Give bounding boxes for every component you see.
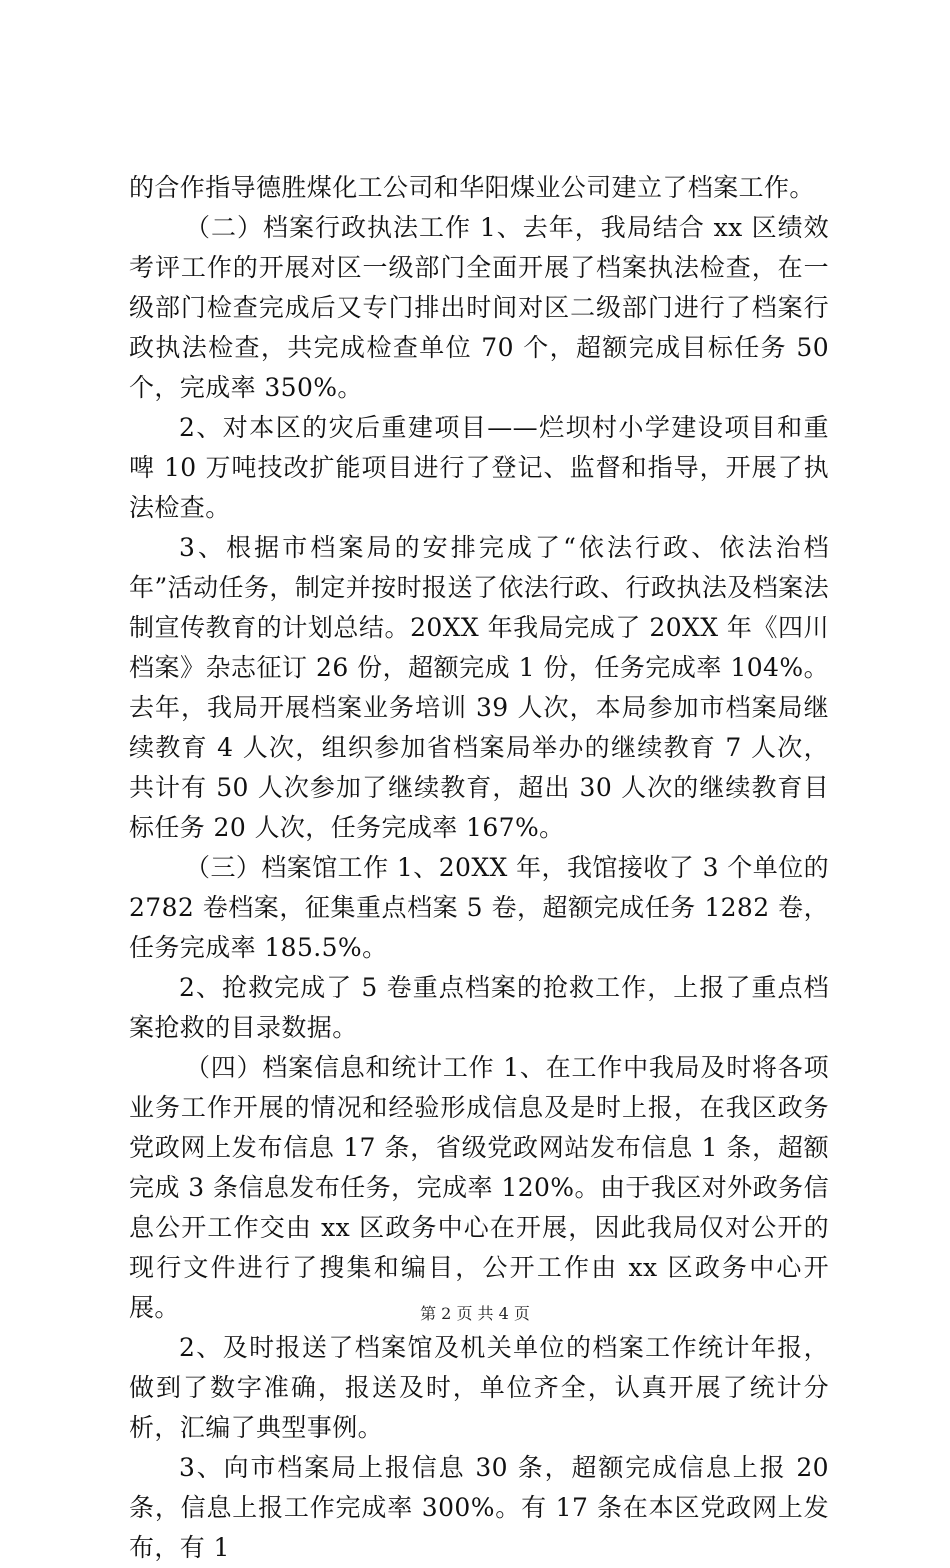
- document-body: [129, 168, 829, 1568]
- paragraph-item-3-info-report: 3、向市档案局上报信息 30 条，超额完成信息上报 20 条，信息上报工作完成率 300%。有 17 条在本区党政网上发布，有 1: [129, 1453, 829, 1562]
- paragraph-section-3-archive-hall: （三）档案馆工作 1、20XX 年，我馆接收了 3 个单位的 2782 卷档案，征集重点档案 5 卷，超额完成任务 1282 卷，任务完成率 185.5%。: [129, 853, 829, 962]
- paragraph-item-3-training: 3、根据市档案局的安排完成了“依法行政、依法治档年”活动任务，制定并按时报送了依法行政、行政执法及档案法制宣传教育的计划总结。20XX 年我局完成了 20XX 年《四川档案》杂志征订 26 份，超额完成 1 份，任务完成率 104%。去年，我局开展档案业务培训 39 人次，本局参加市档案局继续教育 4 人次，组织参加省档案局举办的继续教育 7 人次，共计有 50 人次参加了继续教育，超出 30 人次的继续教育目标任务 20 人次，任务完成率 167%。: [129, 533, 829, 842]
- paragraph-item-2-reconstruction: 2、对本区的灾后重建项目——烂坝村小学建设项目和重啤 10 万吨技改扩能项目进行了登记、监督和指导，开展了执法检查。: [129, 413, 829, 522]
- paragraph-section-4-info-statistics: （四）档案信息和统计工作 1、在工作中我局及时将各项业务工作开展的情况和经验形成信息及是时上报，在我区政务党政网上发布信息 17 条，省级党政网站发布信息 1 条，超额完成 3 条信息发布任务，完成率 120%。由于我区对外政务信息公开工作交由 xx 区政务中心在开展，因此我局仅对公开的现行文件进行了搜集和编目，公开工作由 xx 区政务中心开展。: [129, 1053, 829, 1322]
- page-number-footer: 第 2 页 共 4 页: [420, 1304, 530, 1323]
- paragraph-continuation: 的合作指导德胜煤化工公司和华阳煤业公司建立了档案工作。: [129, 173, 815, 202]
- paragraph-item-2-rescue: 2、抢救完成了 5 卷重点档案的抢救工作，上报了重点档案抢救的目录数据。: [129, 973, 829, 1042]
- paragraph-item-2-annual-report: 2、及时报送了档案馆及机关单位的档案工作统计年报，做到了数字准确，报送及时，单位齐全，认真开展了统计分析，汇编了典型事例。: [129, 1333, 829, 1442]
- paragraph-section-2-admin-enforcement: （二）档案行政执法工作 1、去年，我局结合 xx 区绩效考评工作的开展对区一级部门全面开展了档案执法检查，在一级部门检查完成后又专门排出时间对区二级部门进行了档案行政执法检查，共完成检查单位 70 个，超额完成目标任务 50 个，完成率 350%。: [129, 213, 829, 402]
